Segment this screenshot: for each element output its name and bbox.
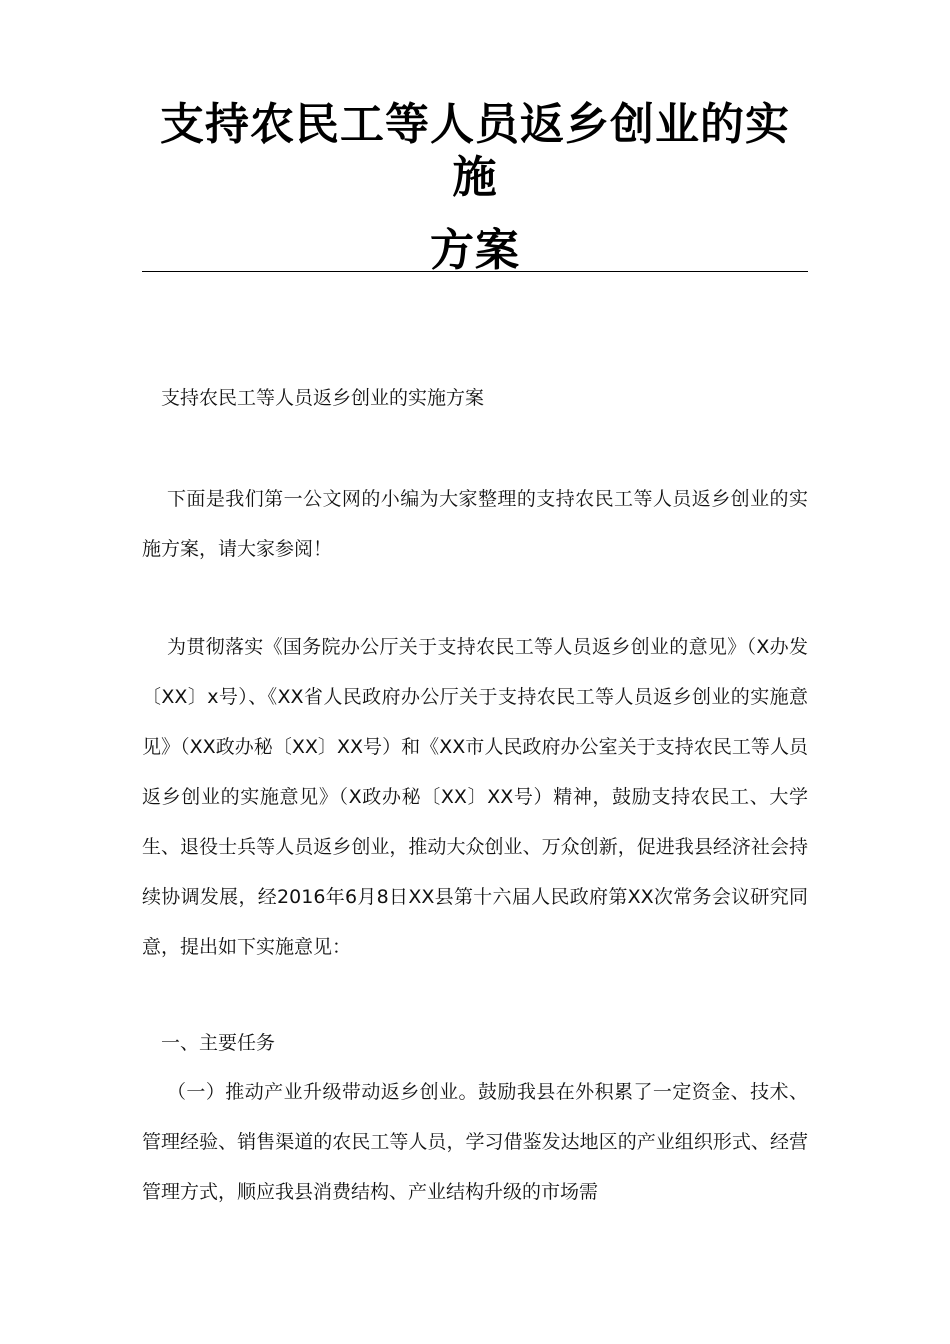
document-subtitle: 支持农民工等人员返乡创业的实施方案	[161, 387, 485, 409]
intro-paragraph: 下面是我们第一公文网的小编为大家整理的支持农民工等人员返乡创业的实施方案，请大家参阅！	[142, 488, 808, 560]
document-title-line-3: 方案	[430, 225, 520, 276]
body-paragraph-2: （一）推动产业升级带动返乡创业。鼓励我县在外积累了一定资金、技术、管理经验、销售渠道的农民工等人员，学习借鉴发达地区的产业组织形式、经营管理方式，顺应我县消费结构、产业结构升级的市场需	[142, 1081, 808, 1203]
document-title-line-1: 支持农民工等人员返乡创业的实	[160, 99, 790, 150]
document-title-line-2: 施	[452, 152, 498, 203]
body-paragraph-1: 为贯彻落实《国务院办公厅关于支持农民工等人员返乡创业的意见》（X办发〔XX〕x号）、《XX省人民政府办公厅关于支持农民工等人员返乡创业的实施意见》（XX政办秘〔XX〕XX号）和《XX市人民政府办公室关于支持农民工等人员返乡创业的实施意见》（X政办秘〔XX〕XX号）精神，鼓励支持农民工、大学生、退役士兵等人员返乡创业，推动大众创业、万众创新，促进我县经济社会持续协调发展，经2016年6月8日XX县第十六届人民政府第XX次常务会议研究同意，提出如下实施意见：	[142, 636, 808, 958]
title-underline-divider	[142, 271, 808, 272]
section-heading-main-tasks: 一、主要任务	[161, 1032, 276, 1054]
